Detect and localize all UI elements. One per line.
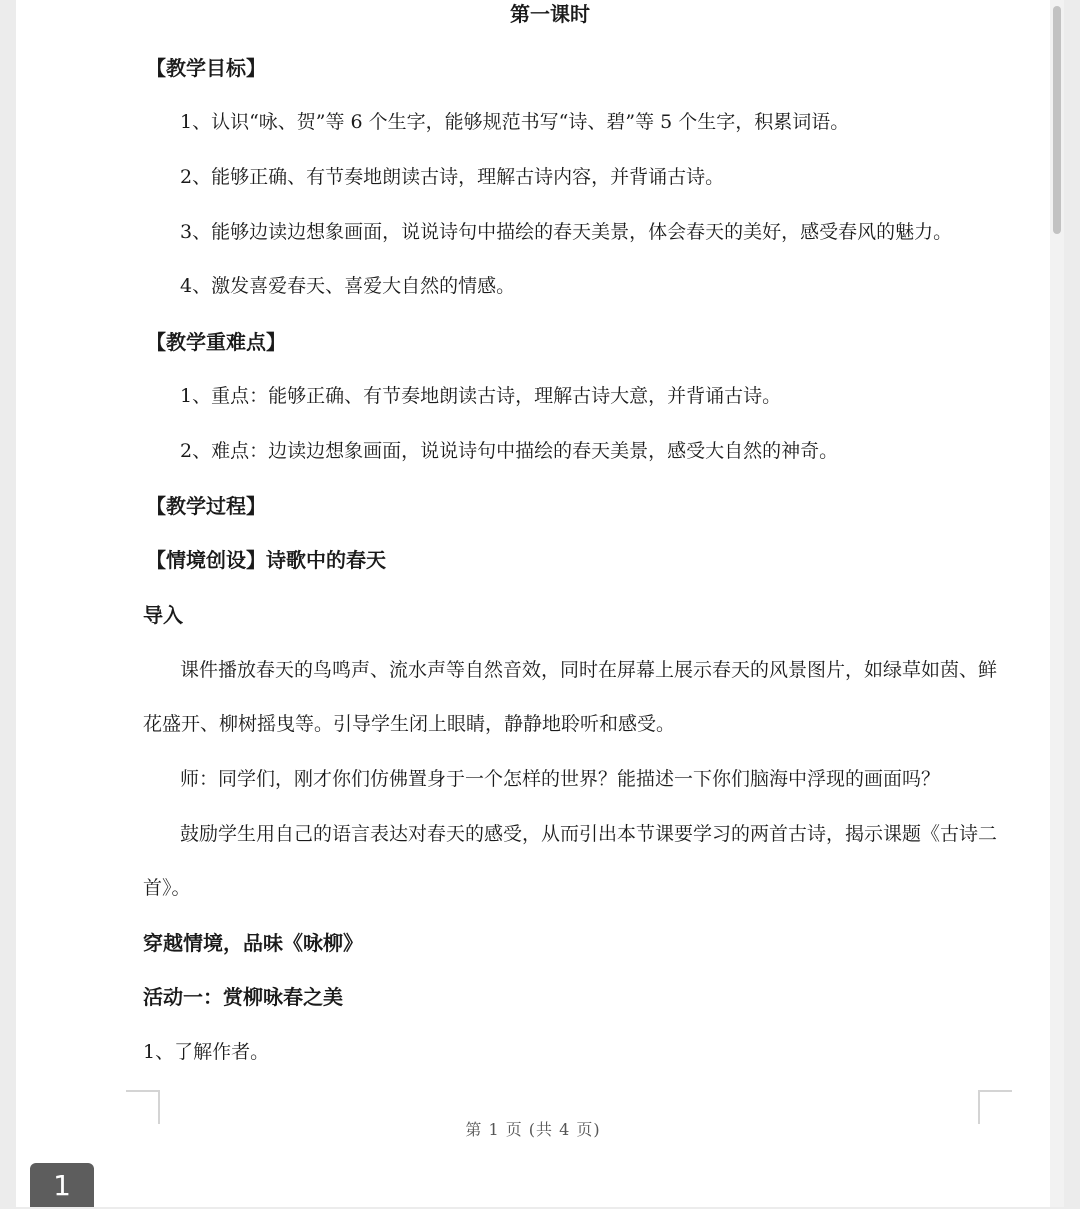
scenario-heading: 【情境创设】诗歌中的春天 bbox=[146, 548, 386, 572]
vertical-scrollbar[interactable] bbox=[1050, 0, 1064, 1207]
keypoint-item: 2、难点：边读边想象画面，说说诗句中描绘的春天美景，感受大自然的神奇。 bbox=[180, 440, 839, 462]
goals-heading: 【教学目标】 bbox=[146, 56, 266, 80]
intro-paragraph: 课件播放春天的鸟鸣声、流水声等自然音效，同时在屏幕上展示春天的风景图片，如绿草如茵、鲜 bbox=[180, 659, 998, 681]
lesson-title: 第一课时 bbox=[510, 2, 590, 26]
keypoints-heading: 【教学重难点】 bbox=[146, 330, 286, 354]
page-number-badge: 1 bbox=[30, 1163, 94, 1207]
intro-paragraph: 花盛开、柳树摇曳等。引导学生闭上眼睛，静静地聆听和感受。 bbox=[143, 713, 676, 735]
teacher-question: 师：同学们，刚才你们仿佛置身于一个怎样的世界？能描述一下你们脑海中浮现的画面吗？ bbox=[180, 768, 941, 790]
intro-heading: 导入 bbox=[143, 603, 183, 627]
goal-item: 3、能够边读边想象画面，说说诗句中描绘的春天美景，体会春天的美好，感受春风的魅力。 bbox=[180, 221, 953, 243]
keypoint-item: 1、重点：能够正确、有节奏地朗读古诗，理解古诗大意，并背诵古诗。 bbox=[180, 385, 782, 407]
activity-heading: 活动一：赏柳咏春之美 bbox=[143, 985, 343, 1009]
activity-item: 1、了解作者。 bbox=[143, 1041, 270, 1063]
journey-heading: 穿越情境，品味《咏柳》 bbox=[143, 931, 363, 955]
page-footer: 第 1 页 (共 4 页) bbox=[465, 1120, 601, 1139]
scrollbar-thumb[interactable] bbox=[1053, 6, 1061, 234]
process-heading: 【教学过程】 bbox=[146, 494, 266, 518]
goal-item: 1、认识“咏、贺”等 6 个生字，能够规范书写“诗、碧”等 5 个生字，积累词语。 bbox=[180, 111, 850, 133]
intro-paragraph: 鼓励学生用自己的语言表达对春天的感受，从而引出本节课要学习的两首古诗，揭示课题《古诗二 bbox=[180, 823, 998, 845]
goal-item: 2、能够正确、有节奏地朗读古诗，理解古诗内容，并背诵古诗。 bbox=[180, 166, 725, 188]
goal-item: 4、激发喜爱春天、喜爱大自然的情感。 bbox=[180, 275, 516, 297]
intro-paragraph: 首》。 bbox=[143, 877, 191, 899]
document-page bbox=[16, 0, 1050, 1207]
